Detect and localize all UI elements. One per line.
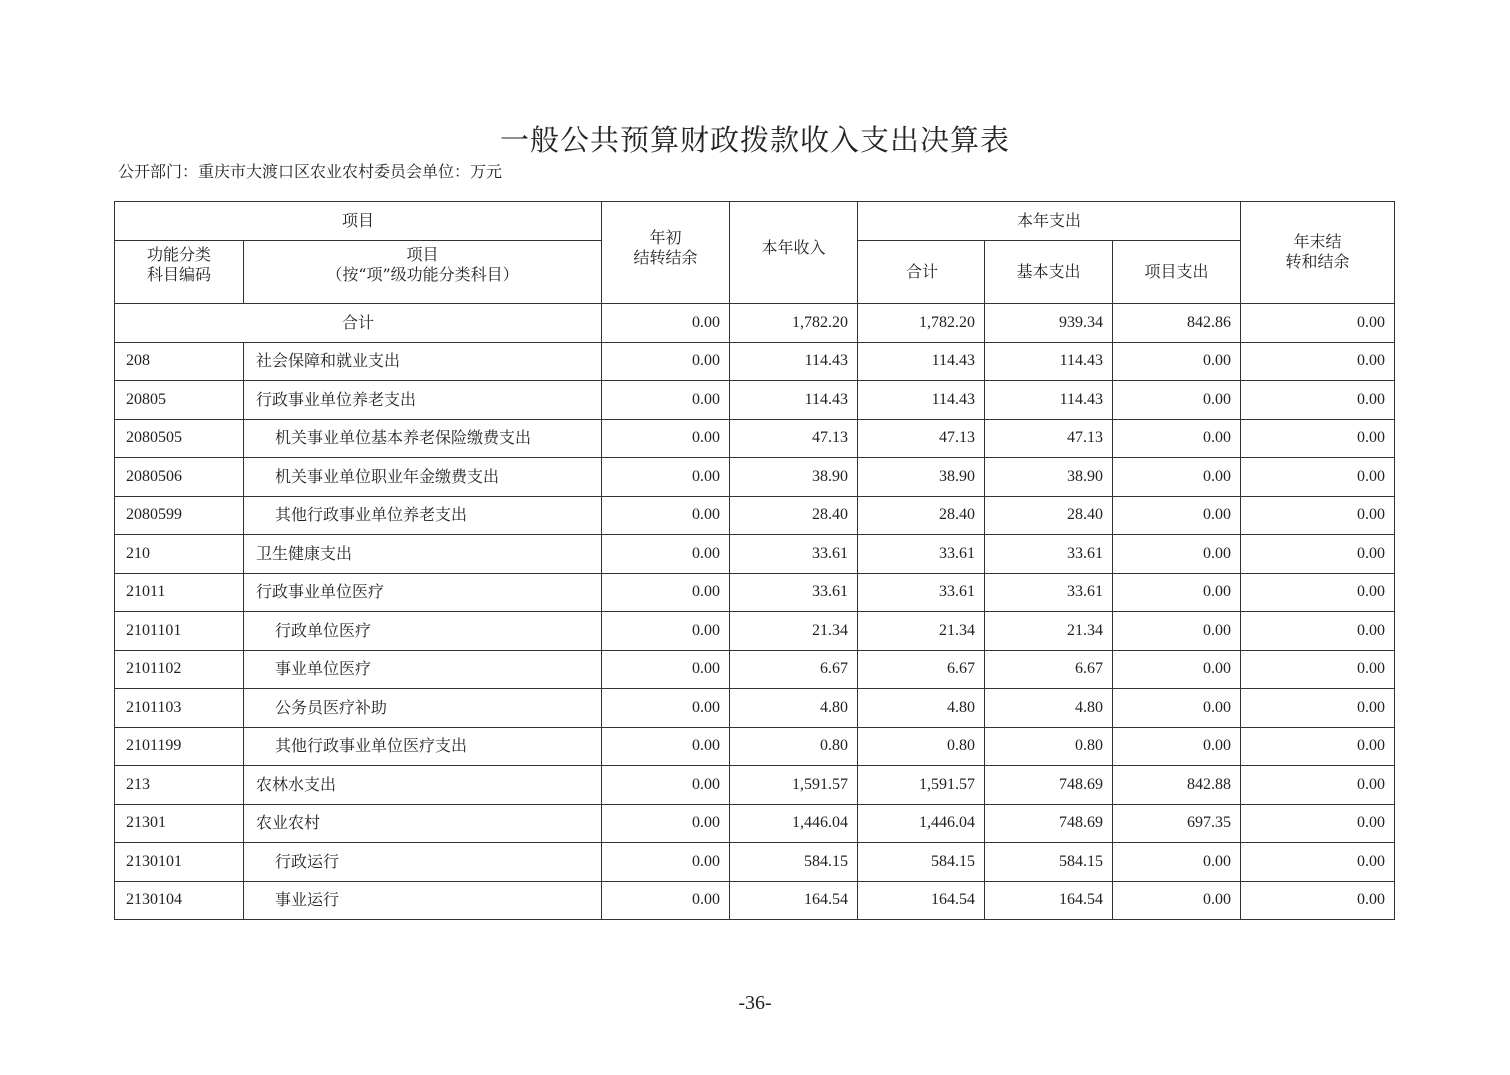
total-end: 0.00 (1241, 304, 1395, 343)
table-row (115, 881, 1395, 920)
row-name: 事业运行 (244, 881, 602, 920)
row-exp-total: 33.61 (858, 535, 985, 574)
row-end-balance: 0.00 (1241, 727, 1395, 766)
row-income: 114.43 (730, 342, 858, 381)
row-exp-total: 114.43 (858, 342, 985, 381)
row-exp-project: 0.00 (1113, 689, 1241, 728)
row-exp-basic: 21.34 (985, 612, 1113, 651)
row-income: 28.40 (730, 496, 858, 535)
row-exp-basic: 33.61 (985, 535, 1113, 574)
row-exp-project: 0.00 (1113, 843, 1241, 882)
header-item-text: 项目 （按“项”级功能分类科目） (326, 245, 519, 284)
row-begin-balance: 0.00 (602, 342, 730, 381)
row-name: 其他行政事业单位养老支出 (244, 496, 602, 535)
row-income: 4.80 (730, 689, 858, 728)
row-exp-project: 0.00 (1113, 881, 1241, 920)
budget-table (114, 201, 1395, 920)
row-exp-basic: 748.69 (985, 766, 1113, 805)
row-name: 行政单位医疗 (244, 612, 602, 651)
row-exp-basic: 114.43 (985, 342, 1113, 381)
row-begin-balance: 0.00 (602, 766, 730, 805)
row-begin-balance: 0.00 (602, 458, 730, 497)
table-row (115, 612, 1395, 651)
row-exp-project: 0.00 (1113, 535, 1241, 574)
row-income: 0.80 (730, 727, 858, 766)
row-name: 行政事业单位养老支出 (244, 381, 602, 420)
row-exp-project: 0.00 (1113, 612, 1241, 651)
row-name: 机关事业单位职业年金缴费支出 (244, 458, 602, 497)
row-exp-total: 114.43 (858, 381, 985, 420)
row-end-balance: 0.00 (1241, 381, 1395, 420)
row-begin-balance: 0.00 (602, 727, 730, 766)
table-row (115, 650, 1395, 689)
header-end-balance (1241, 202, 1395, 304)
row-begin-balance: 0.00 (602, 419, 730, 458)
total-income: 1,782.20 (730, 304, 858, 343)
header-project: 项目 (115, 202, 602, 241)
table-row (115, 342, 1395, 381)
row-income: 1,446.04 (730, 804, 858, 843)
row-code: 2101102 (115, 650, 244, 689)
row-end-balance: 0.00 (1241, 689, 1395, 728)
row-begin-balance: 0.00 (602, 381, 730, 420)
row-begin-balance: 0.00 (602, 496, 730, 535)
row-exp-total: 33.61 (858, 573, 985, 612)
row-income: 164.54 (730, 881, 858, 920)
header-begin-balance (602, 202, 730, 304)
row-name: 公务员医疗补助 (244, 689, 602, 728)
row-code: 20805 (115, 381, 244, 420)
row-name: 行政事业单位医疗 (244, 573, 602, 612)
header-exp-project: 项目支出 (1113, 241, 1241, 304)
row-end-balance: 0.00 (1241, 535, 1395, 574)
total-exp-basic: 939.34 (985, 304, 1113, 343)
row-begin-balance: 0.00 (602, 573, 730, 612)
row-begin-balance: 0.00 (602, 881, 730, 920)
row-name: 农业农村 (244, 804, 602, 843)
row-code: 21011 (115, 573, 244, 612)
total-label: 合计 (115, 304, 602, 343)
row-end-balance: 0.00 (1241, 612, 1395, 651)
row-name: 机关事业单位基本养老保险缴费支出 (244, 419, 602, 458)
row-code: 208 (115, 342, 244, 381)
row-code: 2130104 (115, 881, 244, 920)
row-income: 33.61 (730, 573, 858, 612)
row-name: 行政运行 (244, 843, 602, 882)
row-end-balance: 0.00 (1241, 881, 1395, 920)
header-func-code-text: 功能分类 科目编码 (146, 245, 211, 284)
row-code: 213 (115, 766, 244, 805)
row-exp-basic: 4.80 (985, 689, 1113, 728)
row-income: 33.61 (730, 535, 858, 574)
row-begin-balance: 0.00 (602, 843, 730, 882)
total-begin: 0.00 (602, 304, 730, 343)
row-code: 2101199 (115, 727, 244, 766)
row-exp-basic: 0.80 (985, 727, 1113, 766)
row-end-balance: 0.00 (1241, 650, 1395, 689)
row-exp-project: 0.00 (1113, 458, 1241, 497)
row-code: 2130101 (115, 843, 244, 882)
row-exp-basic: 28.40 (985, 496, 1113, 535)
row-exp-total: 38.90 (858, 458, 985, 497)
page-title: 一般公共预算财政拨款收入支出决算表 (499, 123, 1010, 157)
row-exp-basic: 114.43 (985, 381, 1113, 420)
row-code: 2080505 (115, 419, 244, 458)
row-exp-project: 0.00 (1113, 342, 1241, 381)
row-income: 38.90 (730, 458, 858, 497)
row-exp-project: 0.00 (1113, 381, 1241, 420)
row-end-balance: 0.00 (1241, 573, 1395, 612)
row-exp-total: 21.34 (858, 612, 985, 651)
row-begin-balance: 0.00 (602, 804, 730, 843)
row-code: 2080506 (115, 458, 244, 497)
row-exp-project: 0.00 (1113, 650, 1241, 689)
row-exp-project: 697.35 (1113, 804, 1241, 843)
row-end-balance: 0.00 (1241, 843, 1395, 882)
row-exp-basic: 584.15 (985, 843, 1113, 882)
row-exp-project: 842.88 (1113, 766, 1241, 805)
row-code: 2080599 (115, 496, 244, 535)
row-begin-balance: 0.00 (602, 535, 730, 574)
row-exp-total: 584.15 (858, 843, 985, 882)
header-row-1 (115, 202, 1395, 241)
row-exp-basic: 6.67 (985, 650, 1113, 689)
table-row (115, 458, 1395, 497)
row-end-balance: 0.00 (1241, 419, 1395, 458)
row-exp-project: 0.00 (1113, 419, 1241, 458)
row-income: 1,591.57 (730, 766, 858, 805)
department-unit-line: 公开部门：重庆市大渡口区农业农村委员会单位：万元 (118, 162, 503, 181)
row-name: 农林水支出 (244, 766, 602, 805)
table-row (115, 381, 1395, 420)
header-end-balance-text: 年末结 转和结余 (1285, 232, 1350, 271)
row-end-balance: 0.00 (1241, 496, 1395, 535)
header-func-code (115, 241, 244, 304)
table-row (115, 727, 1395, 766)
row-exp-basic: 38.90 (985, 458, 1113, 497)
row-exp-total: 6.67 (858, 650, 985, 689)
table-row (115, 766, 1395, 805)
row-end-balance: 0.00 (1241, 804, 1395, 843)
table-row (115, 535, 1395, 574)
row-income: 114.43 (730, 381, 858, 420)
table-row (115, 689, 1395, 728)
row-begin-balance: 0.00 (602, 650, 730, 689)
row-end-balance: 0.00 (1241, 458, 1395, 497)
header-item (244, 241, 602, 304)
row-exp-total: 28.40 (858, 496, 985, 535)
row-income: 21.34 (730, 612, 858, 651)
table-row (115, 419, 1395, 458)
row-name: 卫生健康支出 (244, 535, 602, 574)
row-exp-total: 164.54 (858, 881, 985, 920)
row-end-balance: 0.00 (1241, 766, 1395, 805)
row-name: 其他行政事业单位医疗支出 (244, 727, 602, 766)
page-number: -36- (738, 992, 772, 1014)
header-expenditure: 本年支出 (858, 202, 1241, 241)
header-income-text: 本年收入 (761, 238, 826, 257)
row-exp-basic: 33.61 (985, 573, 1113, 612)
row-exp-basic: 748.69 (985, 804, 1113, 843)
row-exp-total: 0.80 (858, 727, 985, 766)
row-begin-balance: 0.00 (602, 612, 730, 651)
row-end-balance: 0.00 (1241, 342, 1395, 381)
row-income: 47.13 (730, 419, 858, 458)
row-income: 6.67 (730, 650, 858, 689)
header-begin-balance-text: 年初 结转结余 (633, 228, 698, 267)
row-exp-project: 0.00 (1113, 727, 1241, 766)
row-code: 21301 (115, 804, 244, 843)
row-begin-balance: 0.00 (602, 689, 730, 728)
row-exp-total: 1,591.57 (858, 766, 985, 805)
total-row (115, 304, 1395, 343)
table-row (115, 496, 1395, 535)
header-exp-basic: 基本支出 (985, 241, 1113, 304)
row-name: 社会保障和就业支出 (244, 342, 602, 381)
row-exp-total: 47.13 (858, 419, 985, 458)
row-exp-project: 0.00 (1113, 496, 1241, 535)
table-row (115, 573, 1395, 612)
row-exp-basic: 164.54 (985, 881, 1113, 920)
header-income (730, 202, 858, 304)
total-exp-total: 1,782.20 (858, 304, 985, 343)
row-exp-total: 1,446.04 (858, 804, 985, 843)
row-income: 584.15 (730, 843, 858, 882)
row-exp-project: 0.00 (1113, 573, 1241, 612)
total-exp-project: 842.86 (1113, 304, 1241, 343)
row-code: 2101103 (115, 689, 244, 728)
row-code: 2101101 (115, 612, 244, 651)
row-exp-basic: 47.13 (985, 419, 1113, 458)
table-row (115, 843, 1395, 882)
table-row (115, 804, 1395, 843)
header-exp-total: 合计 (858, 241, 985, 304)
row-name: 事业单位医疗 (244, 650, 602, 689)
row-code: 210 (115, 535, 244, 574)
row-exp-total: 4.80 (858, 689, 985, 728)
